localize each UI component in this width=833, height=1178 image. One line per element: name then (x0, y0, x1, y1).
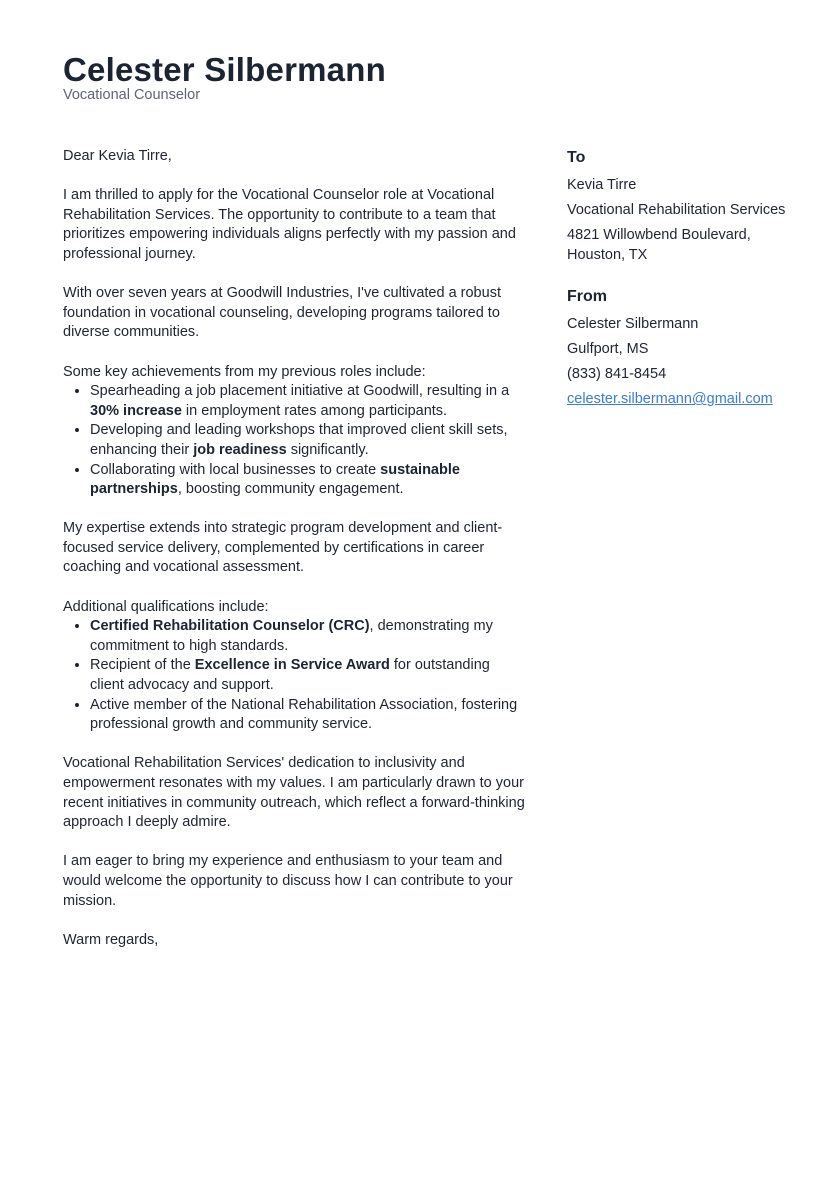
paragraph-company-fit: Vocational Rehabilitation Services' dedication to inclusivity and empowerment resonates with my values. I am particularly drawn to your recent initiatives in community outreach, which reflect a forward-thinking approach I deeply admire. (63, 755, 525, 831)
recipient-name: Kevia Tirre (567, 177, 637, 193)
sign-off: Warm regards, (63, 931, 159, 948)
list-item: • Certified Rehabilitation Counselor (CRC), demonstrating my commitment to high standards. (90, 617, 525, 656)
paragraph-closing: I am eager to bring my experience and enthusiasm to your team and would welcome the opportunity to discuss how I can contribute to your mission. (63, 853, 513, 909)
list-item: • Recipient of the Excellence in Service Award for outstanding client advocacy and support. (90, 656, 525, 695)
salutation: Dear Kevia Tirre, (63, 148, 172, 164)
sender-section (567, 286, 807, 410)
qualifications-list (63, 617, 525, 735)
sender-name: Celester Silbermann (567, 316, 699, 333)
recipient-company: Vocational Rehabilitation Services (567, 201, 786, 218)
sender-location: Gulfport, MS (567, 341, 649, 358)
sender-email-link[interactable]: celester.silbermann@gmail.com (567, 391, 773, 408)
letter-body (63, 147, 525, 970)
recipient-heading: To (567, 149, 586, 166)
list-item: • Active member of the National Rehabilitation Association, fostering professional growth and community service. (90, 696, 525, 735)
recipient-address-line1: 4821 Willowbend Boulevard, (567, 226, 751, 243)
recipient-section (567, 147, 807, 265)
sender-email-row (567, 390, 807, 410)
recipient-address-line2: Houston, TX (567, 246, 648, 263)
contact-sidebar (567, 147, 807, 431)
applicant-role: Vocational Counselor (63, 87, 201, 103)
recipient-address (567, 226, 807, 265)
sender-heading: From (567, 288, 607, 306)
paragraph-intro: I am thrilled to apply for the Vocational Counselor role at Vocational Rehabilitation Services. The opportunity to contribute to a team that prioritizes empowering individuals aligns perfectly with my passion and professional journey. (63, 187, 516, 262)
list-item: • Spearheading a job placement initiative at Goodwill, resulting in a 30% increase in employment rates among participants. (90, 382, 525, 421)
paragraph-expertise: My expertise extends into strategic program development and client-focused service delivery, complemented by certifications in career coaching and vocational assessment. (63, 520, 503, 576)
qualifications-intro: Additional qualifications include: (63, 598, 269, 615)
list-item: • Collaborating with local businesses to create sustainable partnerships, boosting community engagement. (90, 461, 525, 500)
achievements-list (63, 382, 525, 500)
paragraph-experience: With over seven years at Goodwill Industries, I've cultivated a robust foundation in vocational counseling, developing programs tailored to diverse communities. (63, 285, 501, 341)
applicant-name: Celester Silbermann (63, 51, 386, 88)
sender-phone: (833) 841-8454 (567, 366, 667, 383)
achievements-intro: Some key achievements from my previous roles include: (63, 363, 426, 380)
list-item: • Developing and leading workshops that improved client skill sets, enhancing their job readiness significantly. (90, 421, 525, 460)
letter-header (63, 50, 386, 104)
